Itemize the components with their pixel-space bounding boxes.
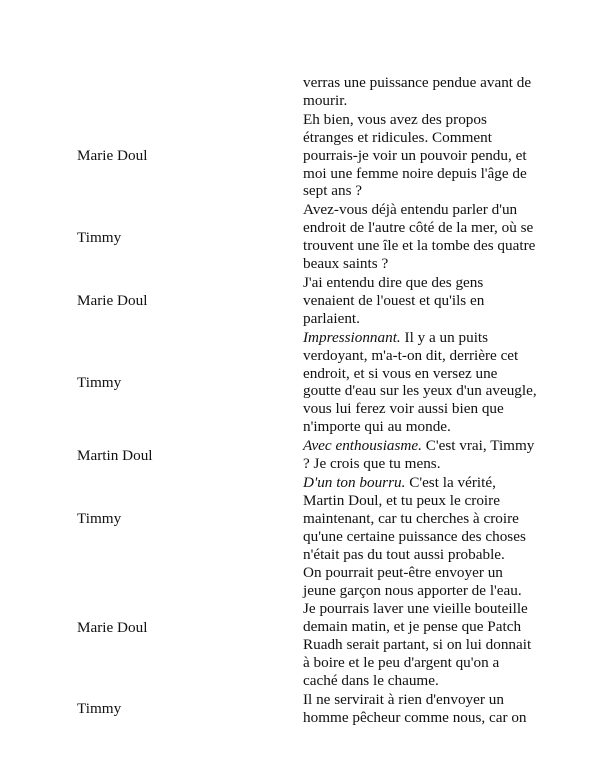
dialogue-row: [74, 437, 537, 474]
dialogue-text: C'est la vérité, Martin Doul, et tu peux le croire maintenant, car tu cherches à croire qu'une certaine puissance des choses n'était pas du tout aussi probable.: [303, 473, 526, 563]
speaker-name: Marie Doul: [77, 147, 148, 165]
dialogue-row: [74, 274, 537, 329]
dialogue-row: [74, 74, 537, 111]
dialogue-text: J'ai entendu dire que des gens venaient de l'ouest et qu'ils en parlaient.: [303, 273, 485, 327]
dialogue-text: Il ne servirait à rien d'envoyer un homme pêcheur comme nous, car on: [303, 690, 527, 726]
stage-direction: Impressionnant.: [303, 328, 401, 346]
dialogue-line: [303, 437, 537, 474]
dialogue-text: Avez-vous déjà entendu parler d'un endroit de l'autre côté de la mer, où se trouvent une île et la tombe des quatre beaux saints ?: [303, 201, 536, 273]
stage-direction: Avec enthousiasme.: [303, 437, 422, 455]
dialogue-table: [74, 74, 537, 728]
dialogue-line: [303, 691, 537, 728]
dialogue-text: verras une puissance pendue avant de mourir.: [303, 74, 532, 109]
speaker-name: Marie Doul: [77, 292, 148, 310]
speaker-name: [74, 74, 303, 111]
speaker-name: Martin Doul: [77, 446, 153, 464]
speaker-name: Timmy: [77, 373, 122, 391]
speaker-name: Timmy: [77, 700, 122, 718]
dialogue-text: On pourrait peut-être envoyer un jeune garçon nous apporter de l'eau. Je pourrais laver une vieille bouteille demain matin, et je pense que Patch Ruadh serait partant, si on lui donnait à boire et le peu d'argent qu'on a caché dans le chaume.: [303, 564, 532, 689]
dialogue-text: C'est vrai, Timmy ? Je crois que tu mens.: [303, 437, 535, 473]
dialogue-row: [74, 111, 537, 202]
dialogue-line: [303, 564, 537, 690]
dialogue-text: Eh bien, vous avez des propos étranges et ridicules. Comment pourrais-je voir un pouvoir pendu, et moi une femme noire depuis l'âge de sept ans ?: [303, 110, 527, 200]
speaker-name: Timmy: [77, 228, 122, 246]
stage-direction: D'un ton bourru.: [303, 473, 406, 491]
dialogue-line: [303, 111, 537, 202]
speaker-name: Marie Doul: [77, 618, 148, 636]
dialogue-row: [74, 691, 537, 728]
dialogue-text: Il y a un puits verdoyant, m'a-t-on dit, derrière cet endroit, et si vous en versez une goutte d'eau sur les yeux d'un aveugle, vous lui ferez voir aussi bien que n'importe qui au monde.: [303, 328, 537, 436]
dialogue-line: [303, 74, 537, 111]
speaker-name: Timmy: [77, 510, 122, 528]
dialogue-row: [74, 474, 537, 565]
dialogue-row: [74, 329, 537, 437]
dialogue-line: [303, 274, 537, 329]
dialogue-row: [74, 201, 537, 274]
dialogue-line: [303, 329, 537, 437]
dialogue-line: [303, 474, 537, 565]
dialogue-line: [303, 201, 537, 274]
dialogue-row: [74, 564, 537, 690]
